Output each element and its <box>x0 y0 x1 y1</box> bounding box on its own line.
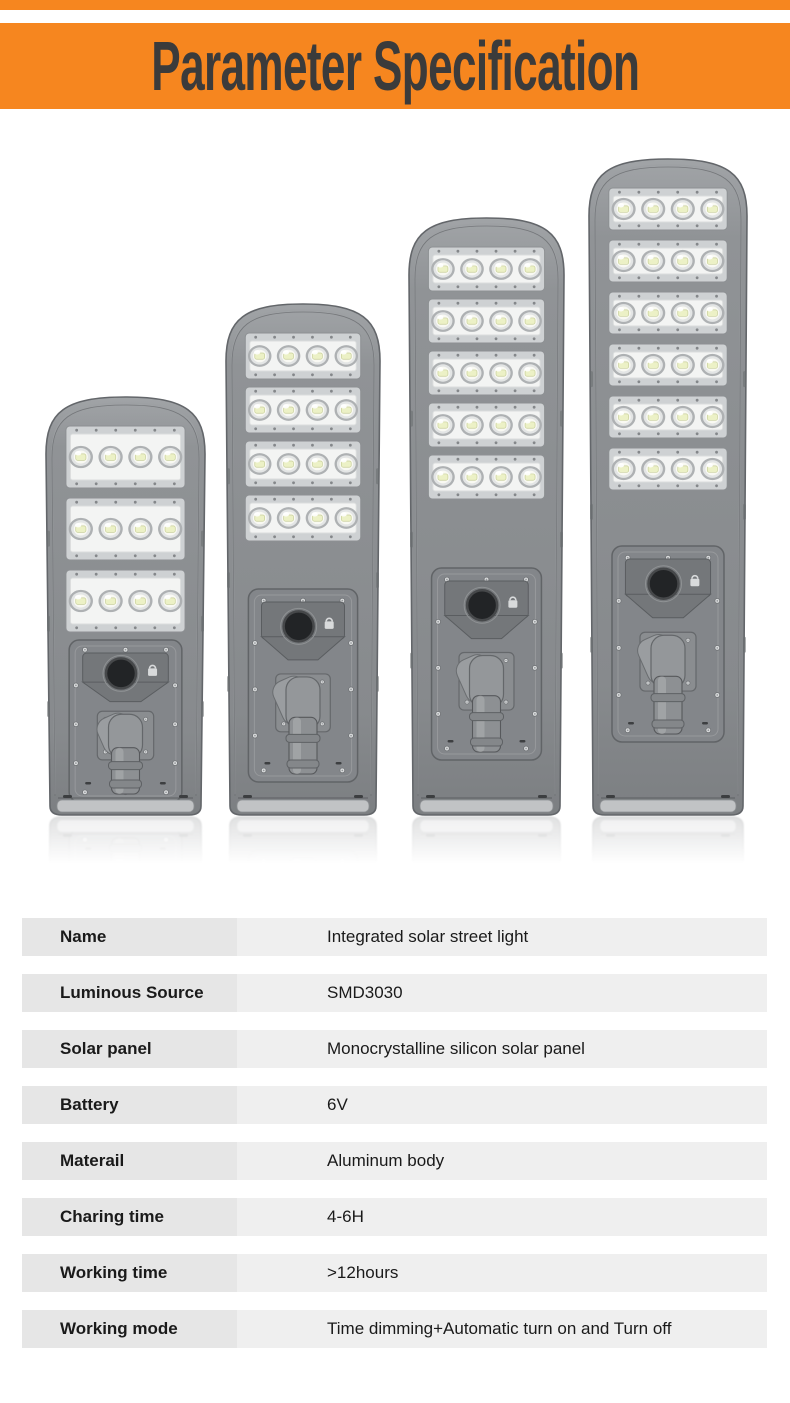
spec-value: Aluminum body <box>237 1142 767 1180</box>
spec-value: 4-6H <box>237 1198 767 1236</box>
floor-reflection <box>45 816 206 874</box>
spec-row <box>22 918 767 956</box>
spec-label: Name <box>22 918 237 956</box>
spec-value: Integrated solar street light <box>237 918 767 956</box>
spec-row <box>22 1142 767 1180</box>
spec-label: Materail <box>22 1142 237 1180</box>
spec-table <box>22 918 767 1348</box>
spec-row <box>22 1254 767 1292</box>
spec-value: 6V <box>237 1086 767 1124</box>
street-light-image-5-modules <box>408 211 565 816</box>
spec-row <box>22 1086 767 1124</box>
spec-value: Time dimming+Automatic turn on and Turn off <box>237 1310 767 1348</box>
spec-label: Working time <box>22 1254 237 1292</box>
street-light-image-4-modules <box>225 297 381 816</box>
street-light-image-3-modules <box>45 390 206 816</box>
floor-reflection <box>408 816 565 874</box>
spec-row <box>22 974 767 1012</box>
spec-value: SMD3030 <box>237 974 767 1012</box>
street-light-image-6-modules <box>588 152 748 816</box>
spec-row <box>22 1198 767 1236</box>
spec-value: Monocrystalline silicon solar panel <box>237 1030 767 1068</box>
floor-reflection <box>225 816 381 874</box>
spec-row <box>22 1310 767 1348</box>
floor-reflection <box>588 816 748 874</box>
spec-label: Working mode <box>22 1310 237 1348</box>
page-title: Parameter Specification <box>151 27 639 105</box>
spec-value: >12hours <box>237 1254 767 1292</box>
spec-row <box>22 1030 767 1068</box>
spec-label: Solar panel <box>22 1030 237 1068</box>
spec-label: Charing time <box>22 1198 237 1236</box>
spec-label: Battery <box>22 1086 237 1124</box>
spec-label: Luminous Source <box>22 974 237 1012</box>
